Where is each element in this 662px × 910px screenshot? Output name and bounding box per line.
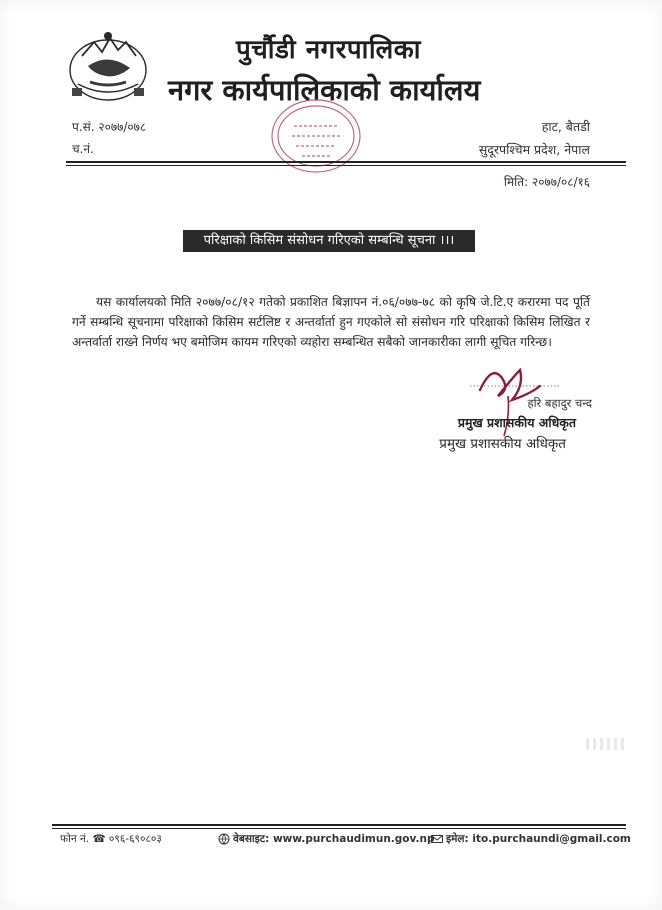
footer-email-text: इमेल: ito.purchaundi@gmail.com xyxy=(446,833,631,845)
envelope-icon xyxy=(431,833,443,845)
signatory-title: प्रमुख प्रशासकीय अधिकृत xyxy=(457,415,576,430)
header-divider-thin xyxy=(66,165,626,166)
footer-contact xyxy=(60,832,631,850)
nepal-emblem-icon xyxy=(60,26,156,106)
footer-phone-text: फोन नं. ☎ ०९६-६९०८०३ xyxy=(60,833,162,845)
office-seal-stamp xyxy=(268,96,364,176)
globe-icon xyxy=(218,833,230,845)
reference-number: प.सं. २०७७/०७८ xyxy=(72,120,147,134)
address-line-2: सुदूरपश्चिम प्रदेश, नेपाल xyxy=(478,142,590,157)
footer-divider-thin xyxy=(52,828,626,829)
footer-website xyxy=(218,832,435,846)
scan-smudge xyxy=(586,738,626,750)
footer-email xyxy=(431,832,631,846)
notice-body: यस कार्यालयको मिति २०७७/०८/१२ गतेको प्रकाशित बिज्ञापन नं.०६/०७७-७८ को कृषि जे.टि.ए करारमा पद पूर्ति गर्ने सम्बन्धि सूचनामा परिक्षाको किसिम सर्टलिष्ट र अन्तर्वार्ता हुन गएकोले सो संसोधन गरि परिक्षाको किसिम लिखित र अन्तर्वार्ता राख्ने निर्णय भए बमोजिम कायम गरिएको व्यहोरा सम्बन्धित सबैको जानकारीका लागी सूचित गरिन्छ। xyxy=(72,295,590,349)
office-name: पुर्चौडी नगरपालिका xyxy=(236,35,421,65)
footer-divider xyxy=(52,824,626,826)
signatory-name: हरि बहादुर चन्द xyxy=(527,396,592,410)
footer-website-text: वेबसाइट: www.purchaudimun.gov.np xyxy=(233,833,435,845)
address-line-1: हाट, बैतडी xyxy=(541,119,590,134)
letter-date: मिति: २०७७/०८/१६ xyxy=(503,175,590,189)
signatory-title-stamp: प्रमुख प्रशासकीय अधिकृत xyxy=(439,436,566,452)
header-divider xyxy=(66,161,626,163)
footer-phone xyxy=(60,832,162,846)
office-subtitle: नगर कार्यपालिकाको कार्यालय xyxy=(168,73,481,107)
subject-heading: परिक्षाको किसिम संसोधन गरिएको सम्बन्धि सूचना ।।। xyxy=(183,230,475,252)
dispatch-number: च.नं. xyxy=(72,142,94,156)
